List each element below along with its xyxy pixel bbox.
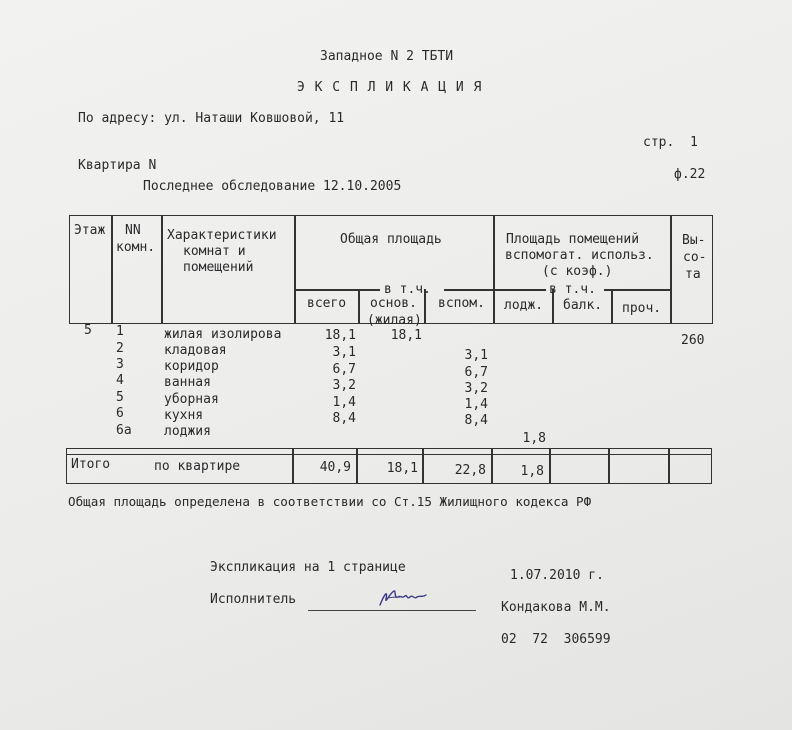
last-inspection: Последнее обследование 12.10.2005 — [143, 179, 402, 194]
col-total-header: всего — [307, 296, 347, 311]
totals-main: 18,1 — [386, 461, 418, 476]
cell-room-name: кухня — [164, 408, 204, 423]
cell-total: 8,4 — [332, 411, 356, 426]
document-title: Э К С П Л И К А Ц И Я — [297, 80, 483, 95]
totals-aux: 22,8 — [454, 463, 486, 478]
col-room-no-header-2: комн. — [116, 240, 156, 255]
col-aux-area-header-2: вспомогат. использ. — [505, 248, 654, 263]
col-loggia-header: лодж. — [504, 298, 544, 313]
table-divider — [668, 448, 670, 484]
table-divider — [161, 215, 163, 324]
col-height-header-1: Вы- — [682, 233, 706, 248]
pages-count: Экспликация на 1 странице — [210, 560, 406, 575]
including-line — [444, 289, 493, 291]
including-label-1: в т.ч. — [384, 282, 431, 297]
col-room-no-header-1: NN — [125, 223, 141, 238]
totals-label: Итого — [71, 457, 111, 472]
including-line — [294, 289, 380, 291]
table-divider — [493, 215, 495, 324]
table-divider — [356, 448, 358, 484]
table-divider — [292, 448, 294, 484]
cell-room-name: лоджия — [164, 424, 211, 439]
cell-aux: 6,7 — [464, 365, 488, 380]
table-divider — [294, 215, 296, 324]
col-other-header: проч. — [622, 301, 662, 316]
table-divider — [611, 289, 613, 324]
table-divider — [608, 448, 610, 484]
signature-image — [374, 585, 434, 611]
cell-main: 18,1 — [390, 328, 422, 343]
including-label-2: в т.ч. — [549, 282, 596, 297]
issue-date: 1.07.2010 г. — [510, 568, 604, 583]
col-characteristics-header-1: Характеристики — [167, 228, 277, 243]
cell-room-no: 1 — [116, 324, 124, 339]
col-main-header-2: (жилая) — [367, 313, 422, 328]
organization-name: Западное N 2 ТБТИ — [320, 49, 454, 64]
apartment-label: Квартира N — [78, 158, 157, 173]
cell-room-name: уборная — [164, 392, 219, 407]
cell-aux: 3,2 — [464, 381, 488, 396]
cell-room-no: 2 — [116, 341, 124, 356]
legal-note: Общая площадь определена в соответствии со Ст.15 Жилищного кодекса РФ — [68, 494, 592, 509]
col-aux-area-header-3: (с коэф.) — [542, 264, 613, 279]
cell-room-no: 3 — [116, 357, 124, 372]
cell-height: 260 — [681, 333, 705, 348]
col-aux-area-header-1: Площадь помещений — [506, 232, 640, 247]
cell-room-no: 6 — [116, 406, 124, 421]
including-line — [604, 289, 670, 291]
table-divider — [491, 448, 493, 484]
cell-aux: 8,4 — [464, 413, 488, 428]
totals-sublabel: по квартире — [154, 459, 241, 474]
col-characteristics-header-2: комнат и — [183, 244, 246, 259]
table-divider — [422, 448, 424, 484]
including-line — [493, 289, 546, 291]
form-number: ф.22 — [674, 167, 706, 182]
table-divider — [670, 215, 672, 324]
cell-total: 3,2 — [332, 378, 356, 393]
col-main-header-1: основ. — [370, 296, 417, 311]
table-divider — [358, 289, 360, 324]
cell-loggia: 1,8 — [522, 431, 546, 446]
table-divider — [549, 448, 551, 484]
col-height-header-2: со- — [683, 250, 707, 265]
col-characteristics-header-3: помещений — [183, 260, 254, 275]
cell-total: 6,7 — [332, 362, 356, 377]
cell-total: 1,4 — [332, 395, 356, 410]
cell-room-name: кладовая — [164, 343, 227, 358]
table-divider — [111, 215, 113, 324]
col-floor-header: Этаж — [74, 223, 106, 238]
cell-floor: 5 — [84, 323, 92, 338]
executor-label: Исполнитель — [210, 592, 297, 607]
address-line: По адресу: ул. Наташи Ковшовой, 11 — [78, 111, 345, 126]
executor-name: Кондакова М.М. — [501, 600, 611, 615]
cell-room-no: 6а — [116, 423, 132, 438]
cell-room-no: 5 — [116, 390, 124, 405]
cell-room-name: коридор — [164, 359, 219, 374]
reference-code: 02 72 306599 — [501, 632, 611, 647]
totals-total: 40,9 — [319, 460, 351, 475]
col-balcony-header: балк. — [563, 298, 603, 313]
cell-room-no: 4 — [116, 373, 124, 388]
totals-loggia: 1,8 — [520, 464, 544, 479]
col-total-area-header: Общая площадь — [340, 232, 442, 247]
col-aux-header: вспом. — [438, 296, 485, 311]
cell-room-name: жилая изолирова — [164, 327, 282, 342]
cell-aux: 3,1 — [464, 348, 488, 363]
cell-total: 18,1 — [324, 328, 356, 343]
page-number: стр. 1 — [643, 135, 698, 150]
col-height-header-3: та — [685, 267, 701, 282]
cell-room-name: ванная — [164, 375, 211, 390]
cell-total: 3,1 — [332, 345, 356, 360]
cell-aux: 1,4 — [464, 397, 488, 412]
totals-inner-line — [66, 454, 712, 455]
